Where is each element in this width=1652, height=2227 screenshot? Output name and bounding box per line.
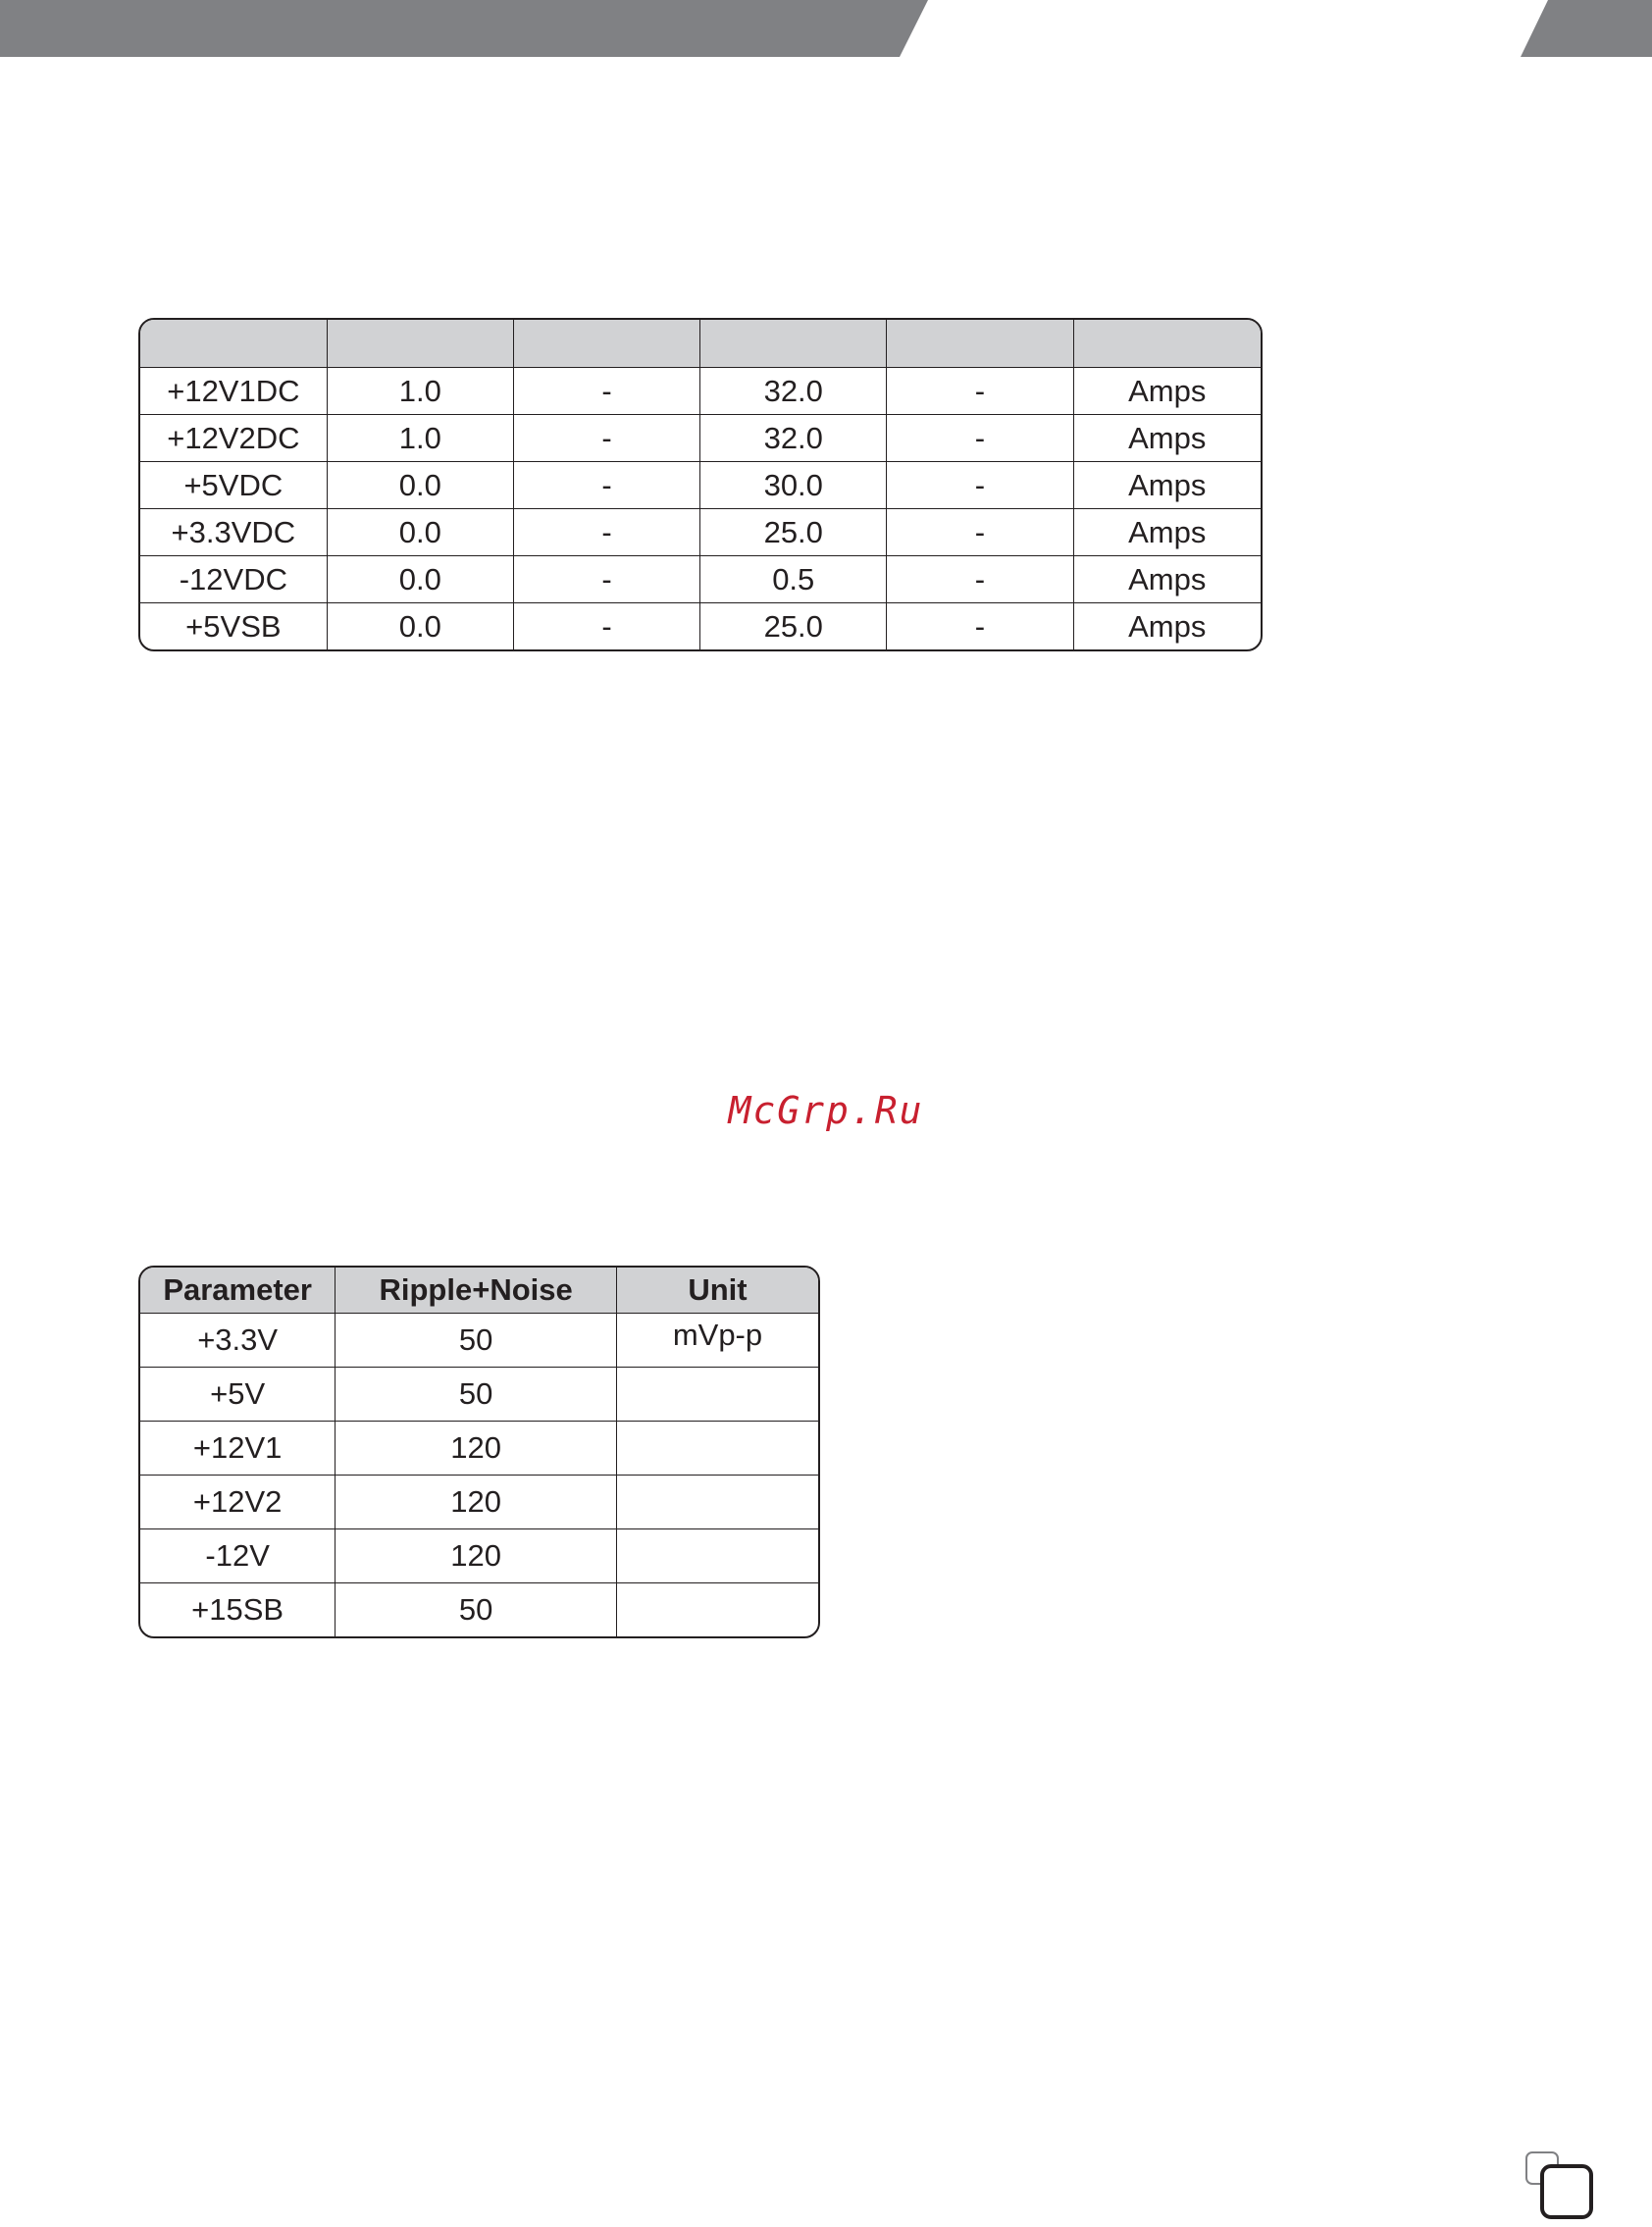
table-cell: +5V [140, 1368, 336, 1422]
table-cell: 25.0 [700, 603, 887, 649]
table-cell: 120 [336, 1529, 617, 1583]
table-cell [617, 1476, 818, 1529]
watermark-text: McGrp.Ru [728, 1089, 924, 1132]
table-header-row [140, 1268, 818, 1314]
table-cell: +5VSB [140, 603, 328, 649]
header-cell [700, 320, 887, 368]
table-header-row [140, 320, 1261, 368]
table-cell: - [887, 415, 1073, 462]
table-cell [617, 1422, 818, 1476]
corner-mark-large-square [1542, 2166, 1591, 2217]
header-cell-parameter: Parameter [140, 1268, 336, 1314]
table-row [140, 1368, 818, 1422]
table-cell: - [514, 368, 700, 415]
table-cell: Amps [1074, 556, 1261, 603]
table-cell: - [514, 462, 700, 509]
table-cell: - [887, 509, 1073, 556]
table-cell: - [514, 415, 700, 462]
table-row [140, 415, 1261, 462]
page-corner-mark-icon [1521, 2149, 1609, 2227]
header-cell [140, 320, 328, 368]
table-cell: 120 [336, 1422, 617, 1476]
table-row [140, 368, 1261, 415]
table-cell: 0.0 [328, 556, 514, 603]
table-row [140, 509, 1261, 556]
table-row [140, 1529, 818, 1583]
table-cell [617, 1368, 818, 1422]
table-cell: 0.5 [700, 556, 887, 603]
table-cell: - [887, 462, 1073, 509]
table-cell: mVp-p [617, 1314, 818, 1368]
table-row [140, 1314, 818, 1368]
table-cell: 50 [336, 1314, 617, 1368]
table-cell: 25.0 [700, 509, 887, 556]
table-row [140, 556, 1261, 603]
table-cell: 120 [336, 1476, 617, 1529]
table-cell: +12V1DC [140, 368, 328, 415]
table-cell: 32.0 [700, 415, 887, 462]
header-cell [514, 320, 700, 368]
table-cell: - [887, 556, 1073, 603]
table-cell: - [514, 556, 700, 603]
table-cell: 1.0 [328, 415, 514, 462]
table-cell [617, 1529, 818, 1583]
table-cell: 50 [336, 1583, 617, 1636]
table-cell: 30.0 [700, 462, 887, 509]
header-cell [1074, 320, 1261, 368]
header-cell [328, 320, 514, 368]
table-cell: Amps [1074, 415, 1261, 462]
table-cell: -12VDC [140, 556, 328, 603]
table-cell: - [514, 509, 700, 556]
table-cell: Amps [1128, 608, 1207, 644]
header-cell-unit: Unit [617, 1268, 818, 1314]
header-cell [887, 320, 1073, 368]
table-cell: +12V1 [140, 1422, 336, 1476]
table-cell: +3.3VDC [140, 509, 328, 556]
table-cell: 50 [336, 1368, 617, 1422]
table-row [140, 462, 1261, 509]
table-cell: -12V [140, 1529, 336, 1583]
table-cell: 1.0 [328, 368, 514, 415]
table-cell: - [514, 603, 700, 649]
table-cell: +12V2DC [140, 415, 328, 462]
table-cell: 0.0 [328, 509, 514, 556]
header-cell-ripple-noise: Ripple+Noise [336, 1268, 617, 1314]
table-cell: 0.0 [328, 603, 514, 649]
table-cell: Amps [1074, 368, 1261, 415]
table-cell [617, 1583, 818, 1636]
table-cell: Amps [1074, 462, 1261, 509]
header-band-left [0, 0, 928, 57]
table-cell: - [887, 603, 1073, 649]
output-current-table [138, 318, 1263, 651]
table-row [140, 603, 1261, 649]
table-cell: 32.0 [700, 368, 887, 415]
table-cell: +3.3V [140, 1314, 336, 1368]
header-band-right [1521, 0, 1652, 57]
ripple-noise-table [138, 1266, 820, 1638]
table-cell: 0.0 [328, 462, 514, 509]
table-cell: +5VDC [140, 462, 328, 509]
table-cell: - [887, 368, 1073, 415]
table-cell: Amps [1074, 509, 1261, 556]
table-row [140, 1422, 818, 1476]
header-band [0, 0, 1652, 57]
table-row [140, 1476, 818, 1529]
table-cell: +15SB [140, 1583, 336, 1636]
table-row [140, 1583, 818, 1636]
table-cell: +12V2 [140, 1476, 336, 1529]
